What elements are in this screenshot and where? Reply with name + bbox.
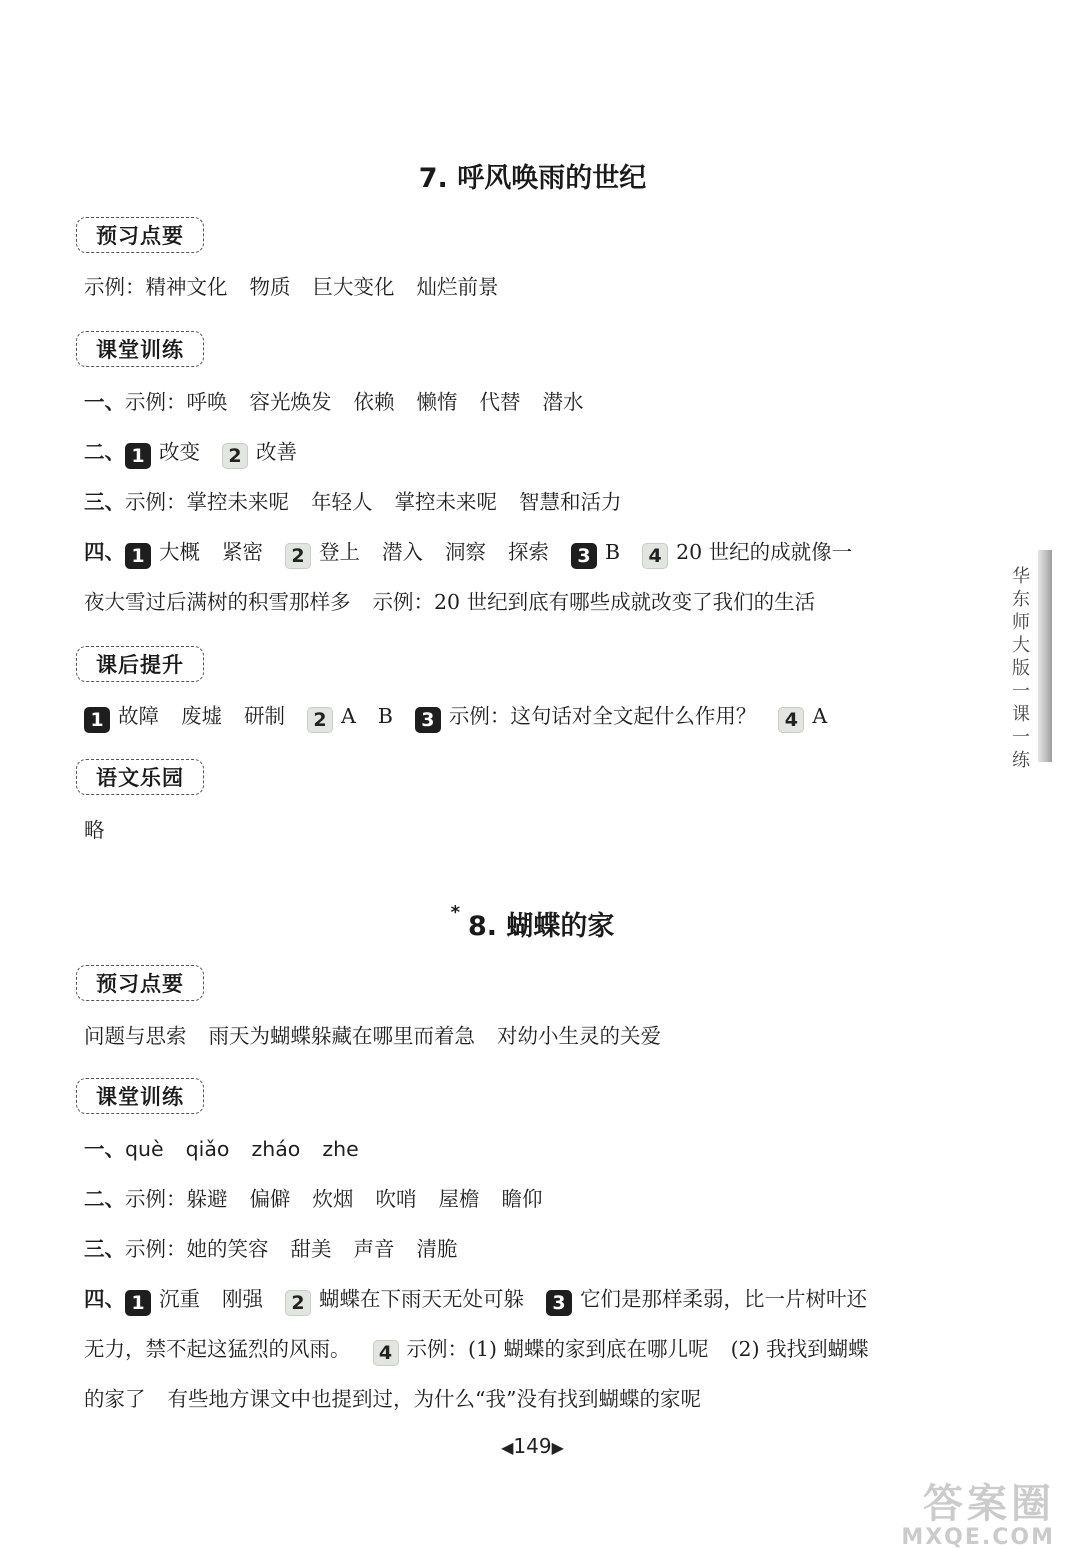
left-arrow-icon: ◀ <box>501 1438 514 1457</box>
preview-answer-7 <box>84 272 499 302</box>
text: 潜水 <box>542 390 584 414</box>
pinyin: zháo <box>251 1137 301 1161</box>
number-badge: 1 <box>84 707 110 733</box>
page-number <box>0 1434 1065 1458</box>
text: 紧密 <box>222 540 263 564</box>
tag-preview-7: 预习点要 <box>76 217 204 253</box>
text: B <box>377 704 393 728</box>
text: 洞察 <box>445 540 486 564</box>
lesson8-title-text: 8. 蝴蝶的家 <box>467 911 615 942</box>
class8-q1 <box>84 1134 359 1164</box>
optional-star-mark: * <box>450 902 460 923</box>
text: 刚强 <box>222 1287 263 1311</box>
number-badge: 3 <box>546 1290 572 1316</box>
text: 容光焕发 <box>249 390 332 414</box>
text: 夜大雪过后满树的积雪那样多 <box>84 590 351 614</box>
tag-garden-7: 语文乐园 <box>76 759 204 795</box>
text: A <box>812 704 828 728</box>
tag-class-7: 课堂训练 <box>76 331 204 367</box>
number-badge: 4 <box>642 543 668 569</box>
tag-preview-8: 预习点要 <box>76 965 204 1001</box>
text: 有些地方课文中也提到过，为什么“我”没有找到蝴蝶的家呢 <box>167 1387 701 1411</box>
text: 声音 <box>353 1237 395 1261</box>
class7-q4 <box>84 537 852 569</box>
number-badge: 1 <box>125 443 151 469</box>
tag-after-7: 课后提升 <box>76 646 204 682</box>
class7-q4-continued <box>84 587 815 617</box>
question-label: 四、 <box>84 540 125 564</box>
question-label: 一、 <box>84 390 125 414</box>
lesson7-title: 7. 呼风唤雨的世纪 <box>418 163 647 194</box>
text: 屋檐 <box>438 1187 480 1211</box>
text: A <box>341 704 356 728</box>
text: 示例：她的笑容 <box>125 1237 269 1261</box>
class8-q4 <box>84 1284 867 1316</box>
text: 改善 <box>256 440 297 464</box>
text: 示例：呼唤 <box>125 390 228 414</box>
number-badge: 2 <box>285 1290 311 1316</box>
text: 偏僻 <box>249 1187 291 1211</box>
text: 代替 <box>479 390 521 414</box>
class8-q2 <box>84 1184 543 1214</box>
text: 智慧和活力 <box>519 490 622 514</box>
number-badge: 4 <box>778 707 804 733</box>
class7-q1 <box>84 387 584 417</box>
text: 瞻仰 <box>501 1187 543 1211</box>
text: 的家了 <box>84 1387 146 1411</box>
side-tab-strip <box>1038 550 1052 762</box>
lesson8-title <box>0 904 1065 943</box>
text: 清脆 <box>416 1237 458 1261</box>
watermark-bottom: MXQE.COM <box>901 1525 1055 1550</box>
text: 年轻人 <box>311 490 373 514</box>
text: 示例：躲避 <box>125 1187 228 1211</box>
class8-q3 <box>84 1234 458 1264</box>
text: 无力，禁不起这猛烈的风雨。 <box>84 1337 351 1361</box>
text: 示例：掌控未来呢 <box>125 490 289 514</box>
text: 掌控未来呢 <box>394 490 497 514</box>
text: 灿烂前景 <box>416 275 499 299</box>
right-arrow-icon: ▶ <box>551 1438 564 1457</box>
number-badge: 2 <box>307 707 333 733</box>
text: 潜入 <box>382 540 423 564</box>
text: 废墟 <box>181 704 222 728</box>
watermark <box>901 1472 1055 1550</box>
text: 故障 <box>118 704 159 728</box>
question-label: 二、 <box>84 1187 125 1211</box>
pinyin: zhe <box>322 1137 359 1161</box>
text: 登上 <box>319 540 360 564</box>
text: 甜美 <box>290 1237 332 1261</box>
class8-q4-continued-2 <box>84 1384 701 1414</box>
text: 懒惰 <box>416 390 458 414</box>
text: 探索 <box>508 540 549 564</box>
text: 大概 <box>159 540 200 564</box>
text: 沉重 <box>159 1287 200 1311</box>
after7-answers <box>84 701 827 733</box>
text: 蝴蝶在下雨天无处可躲 <box>319 1287 524 1311</box>
number-badge: 2 <box>285 543 311 569</box>
question-label: 二、 <box>84 440 125 464</box>
pinyin: què <box>125 1137 164 1161</box>
question-label: 三、 <box>84 1237 125 1261</box>
text: 研制 <box>244 704 285 728</box>
text: 示例：20 世纪到底有哪些成就改变了我们的生活 <box>372 590 816 614</box>
question-label: 四、 <box>84 1287 125 1311</box>
garden7-answer: 略 <box>84 818 105 842</box>
text: 示例：(1) 蝴蝶的家到底在哪儿呢 <box>406 1337 709 1361</box>
text: 示例：这句话对全文起什么作用？ <box>448 704 757 728</box>
text: 吹哨 <box>375 1187 417 1211</box>
class7-q2 <box>84 437 297 469</box>
page-number-text: 149 <box>513 1434 552 1458</box>
text: 它们是那样柔弱，比一片树叶还 <box>580 1287 867 1311</box>
text: 问题与思索 <box>84 1024 187 1048</box>
text: 20 世纪的成就像一 <box>676 540 853 564</box>
number-badge: 2 <box>222 443 248 469</box>
text: 对幼小生灵的关爱 <box>497 1024 661 1048</box>
text: 示例：精神文化 <box>84 275 228 299</box>
question-label: 一、 <box>84 1137 125 1161</box>
pinyin: qiǎo <box>185 1137 230 1161</box>
text: 雨天为蝴蝶躲藏在哪里而着急 <box>208 1024 475 1048</box>
class8-q4-continued-1 <box>84 1334 869 1366</box>
number-badge: 3 <box>415 707 441 733</box>
number-badge: 1 <box>125 543 151 569</box>
text: 巨大变化 <box>312 275 395 299</box>
preview-answer-8 <box>84 1021 661 1051</box>
number-badge: 1 <box>125 1290 151 1316</box>
number-badge: 3 <box>571 543 597 569</box>
tag-class-8: 课堂训练 <box>76 1078 204 1114</box>
text: 炊烟 <box>312 1187 354 1211</box>
question-label: 三、 <box>84 490 125 514</box>
class7-q3 <box>84 487 622 517</box>
text: 物质 <box>249 275 291 299</box>
number-badge: 4 <box>373 1340 399 1366</box>
text: B <box>605 540 621 564</box>
side-tab-text: 华东师大版一课一练 <box>1009 566 1030 773</box>
watermark-top: 答案圈 <box>923 1481 1055 1527</box>
text: 依赖 <box>353 390 395 414</box>
text: 改变 <box>159 440 200 464</box>
text: (2) 我找到蝴蝶 <box>730 1337 869 1361</box>
